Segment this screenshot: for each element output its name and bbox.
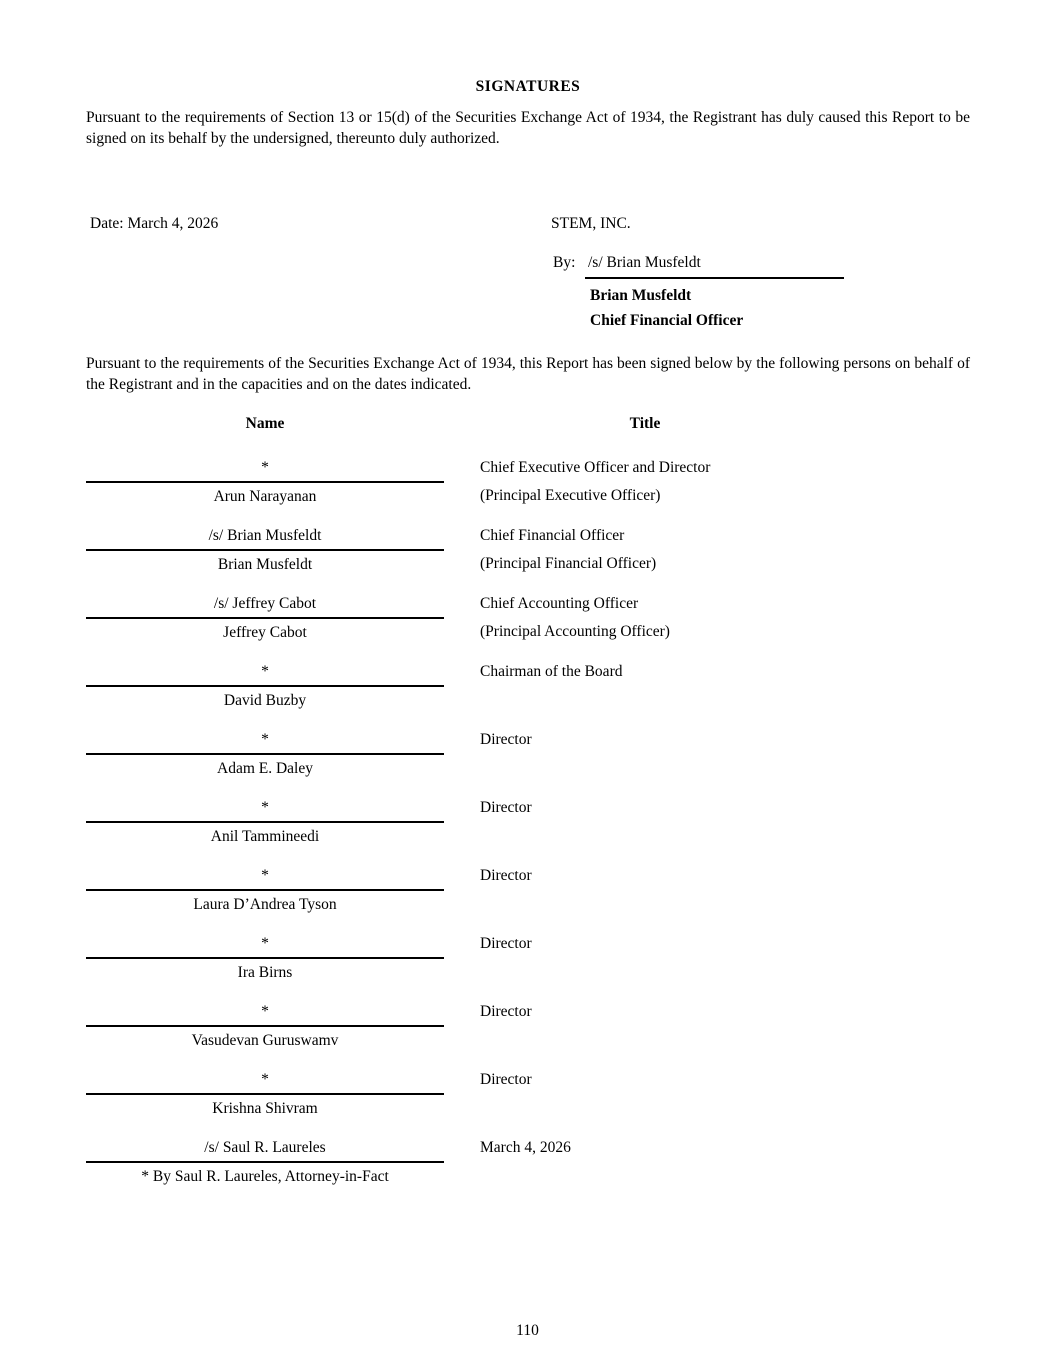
title-line-1: Director [480, 1071, 532, 1088]
column-header-title: Title [629, 415, 661, 432]
company-signature-block [551, 213, 970, 331]
signature-table [86, 413, 970, 1187]
title-cell [444, 1069, 970, 1119]
title-cell [444, 865, 970, 915]
table-row [86, 1137, 970, 1187]
title-line-2 [480, 954, 970, 982]
by-signature: /s/ Brian Musfeldt [585, 252, 844, 279]
title-line-1: Chairman of the Board [480, 663, 623, 680]
title-line-1: Chief Accounting Officer [480, 595, 639, 612]
signer-name: Adam E. Daley [217, 760, 313, 777]
table-row [86, 457, 970, 507]
signature-cell [86, 729, 444, 779]
signer-name: Ira Birns [237, 964, 293, 981]
by-signer-name: Brian Musfeldt [590, 287, 692, 304]
signature-cell [86, 933, 444, 983]
signature-line: * [86, 1069, 444, 1095]
date-label: Date: March 4, 2026 [90, 215, 219, 232]
company-name: STEM, INC. [551, 215, 631, 232]
title-line-2 [480, 1090, 970, 1118]
signature-line: * [86, 729, 444, 755]
table-row [86, 525, 970, 575]
signer-name: Brian Musfeldt [217, 556, 313, 573]
page-title: SIGNATURES [475, 78, 581, 95]
signature-line: /s/ Brian Musfeldt [86, 525, 444, 551]
signature-line: * [86, 797, 444, 823]
title-cell [444, 661, 970, 711]
table-row [86, 729, 970, 779]
title-line-2 [480, 750, 970, 778]
table-row [86, 1069, 970, 1119]
date-company-row [86, 213, 970, 331]
signature-cell [86, 1001, 444, 1051]
title-cell [444, 1001, 970, 1051]
title-line-2: (Principal Executive Officer) [480, 487, 661, 504]
title-line-1: Chief Executive Officer and Director [480, 459, 711, 476]
signature-line: /s/ Saul R. Laureles [86, 1137, 444, 1163]
table-row [86, 865, 970, 915]
column-header-name: Name [245, 415, 285, 432]
title-line-1: Director [480, 799, 532, 816]
signer-name: * By Saul R. Laureles, Attorney-in-Fact [141, 1168, 389, 1185]
by-signature-block [585, 252, 844, 331]
table-row [86, 1001, 970, 1051]
signature-cell [86, 525, 444, 575]
signer-name: Arun Narayanan [213, 488, 317, 505]
table-row [86, 593, 970, 643]
by-signer-title: Chief Financial Officer [590, 312, 744, 329]
signer-name: Vasudevan Guruswamv [191, 1032, 339, 1049]
signature-cell [86, 1069, 444, 1119]
title-line-2 [480, 1022, 970, 1050]
signature-line: * [86, 933, 444, 959]
signature-rows [86, 457, 970, 1187]
title-line-2: (Principal Accounting Officer) [480, 623, 670, 640]
signature-line: * [86, 457, 444, 483]
signature-cell [86, 1137, 444, 1187]
table-header-row [86, 413, 970, 434]
title-cell [444, 797, 970, 847]
title-cell [444, 525, 970, 575]
intro-paragraph: Pursuant to the requirements of Section 13 or 15(d) of the Securities Exchange Act of 1934, the Registrant has duly caused this Report to be signed on its behalf by the undersigned, thereunto duly authorized. [86, 109, 970, 147]
title-cell [444, 933, 970, 983]
title-line-1: Director [480, 731, 532, 748]
signature-cell [86, 865, 444, 915]
title-cell [444, 457, 970, 507]
signer-name: Jeffrey Cabot [223, 624, 307, 641]
title-line-1: Director [480, 935, 532, 952]
signature-line: * [86, 865, 444, 891]
signature-cell [86, 797, 444, 847]
signer-name: David Buzby [223, 692, 307, 709]
title-cell [444, 593, 970, 643]
title-line-1: Chief Financial Officer [480, 527, 625, 544]
title-line-2: (Principal Financial Officer) [480, 555, 657, 572]
title-line-1: Director [480, 1003, 532, 1020]
title-line-1: March 4, 2026 [480, 1139, 571, 1156]
table-row [86, 933, 970, 983]
table-row [86, 661, 970, 711]
title-line-1: Director [480, 867, 532, 884]
title-line-2 [480, 886, 970, 914]
by-label: By: [553, 254, 576, 271]
signature-line: /s/ Jeffrey Cabot [86, 593, 444, 619]
by-row [551, 252, 970, 331]
signature-cell [86, 661, 444, 711]
table-row [86, 797, 970, 847]
signer-name: Laura D’Andrea Tyson [193, 896, 337, 913]
signature-line: * [86, 661, 444, 687]
signer-name: Anil Tammineedi [210, 828, 320, 845]
title-line-2 [480, 682, 970, 710]
title-line-2 [480, 1158, 970, 1186]
title-cell [444, 729, 970, 779]
signature-cell [86, 593, 444, 643]
second-paragraph: Pursuant to the requirements of the Securities Exchange Act of 1934, this Report has been signed below by the following persons on behalf of the Registrant and in the capacities and on the dates indicated. [86, 355, 970, 393]
signature-cell [86, 457, 444, 507]
title-cell [444, 1137, 970, 1187]
signer-name: Krishna Shivram [212, 1100, 318, 1117]
title-line-2 [480, 818, 970, 846]
page-number: 110 [516, 1322, 539, 1339]
signature-line: * [86, 1001, 444, 1027]
